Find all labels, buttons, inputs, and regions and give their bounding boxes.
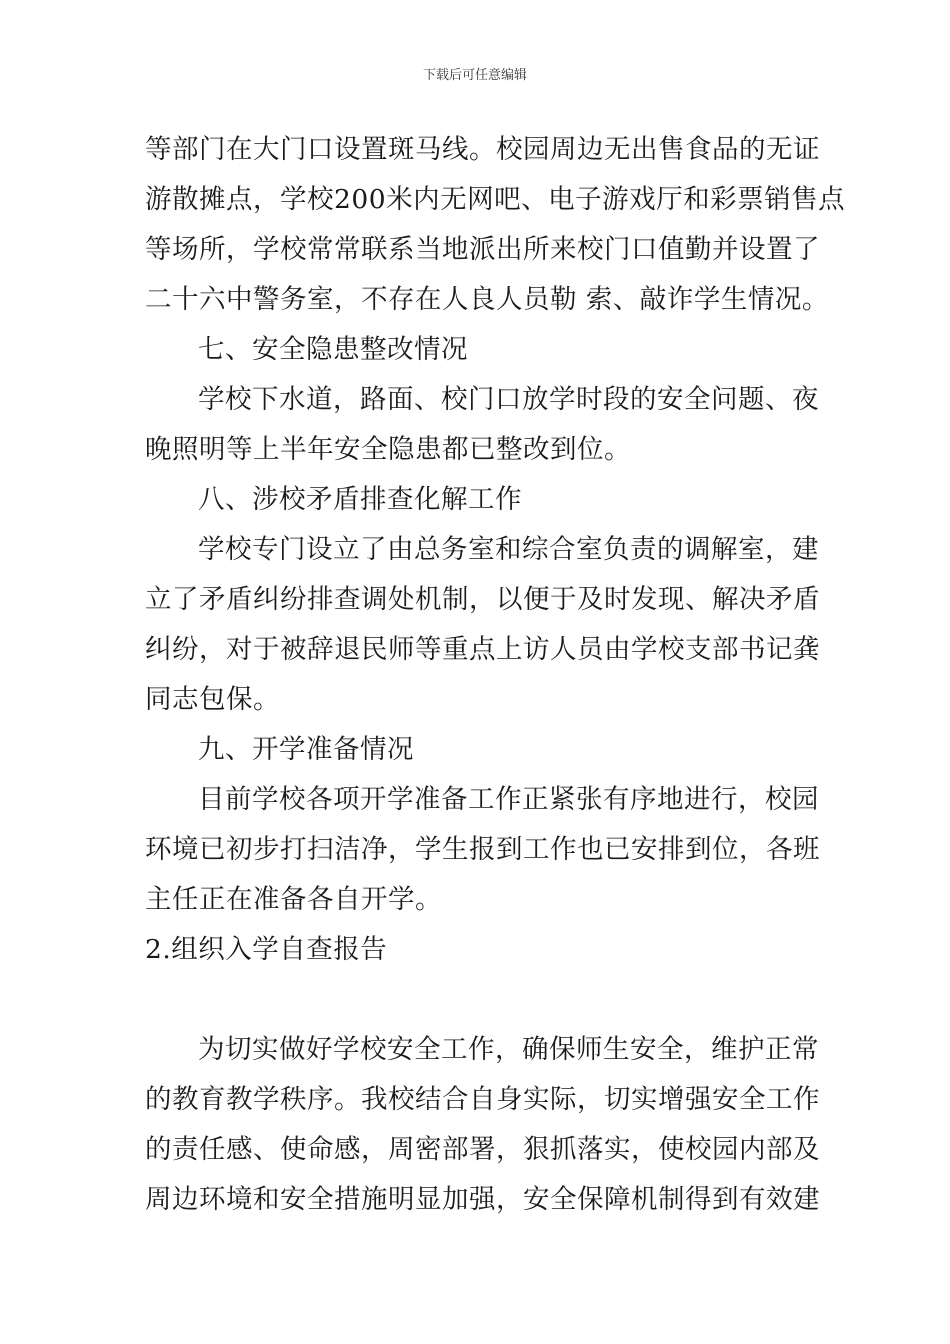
paragraph-line: 学校下水道，路面、校门口放学时段的安全问题、夜	[198, 384, 819, 415]
paragraph-line: 二十六中警务室，不存在人良人员勒 索、敲诈学生情况。	[145, 284, 829, 315]
paragraph-line: 的教育教学秩序。我校结合自身实际，切实增强安全工作	[145, 1084, 820, 1115]
paragraph-line: 游散摊点，学校200米内无网吧、电子游戏厅和彩票销售点	[145, 184, 846, 215]
paragraph-line: 等场所，学校常常联系当地派出所来校门口值勤并设置了	[145, 234, 820, 265]
paragraph-line: 学校专门设立了由总务室和综合室负责的调解室，建	[198, 534, 819, 565]
header-note: 下载后可任意编辑	[422, 68, 527, 83]
paragraph-line: 周边环境和安全措施明显加强，安全保障机制得到有效建	[145, 1184, 820, 1215]
paragraph-line: 等部门在大门口设置斑马线。校园周边无出售食品的无证	[145, 134, 820, 165]
paragraph-line: 的责任感、使命感，周密部署，狠抓落实，使校园内部及	[145, 1134, 820, 1165]
document-title: 2.组织入学自查报告	[145, 934, 388, 965]
section-heading: 九、开学准备情况	[198, 734, 414, 765]
paragraph-line: 晚照明等上半年安全隐患都已整改到位。	[145, 434, 631, 465]
paragraph-line: 立了矛盾纠纷排查调处机制，以便于及时发现、解决矛盾	[145, 584, 820, 615]
paragraph-line: 纠纷，对于被辞退民师等重点上访人员由学校支部书记龚	[145, 634, 820, 665]
section-heading: 七、安全隐患整改情况	[198, 334, 468, 365]
paragraph-line: 为切实做好学校安全工作，确保师生安全，维护正常	[198, 1034, 819, 1065]
section-heading: 八、涉校矛盾排查化解工作	[198, 484, 522, 515]
paragraph-line: 主任正在准备各自开学。	[145, 884, 442, 915]
paragraph-line: 目前学校各项开学准备工作正紧张有序地进行，校园	[198, 784, 819, 815]
paragraph-line: 同志包保。	[145, 684, 280, 715]
paragraph-line: 环境已初步打扫洁净，学生报到工作也已安排到位，各班	[145, 834, 820, 865]
